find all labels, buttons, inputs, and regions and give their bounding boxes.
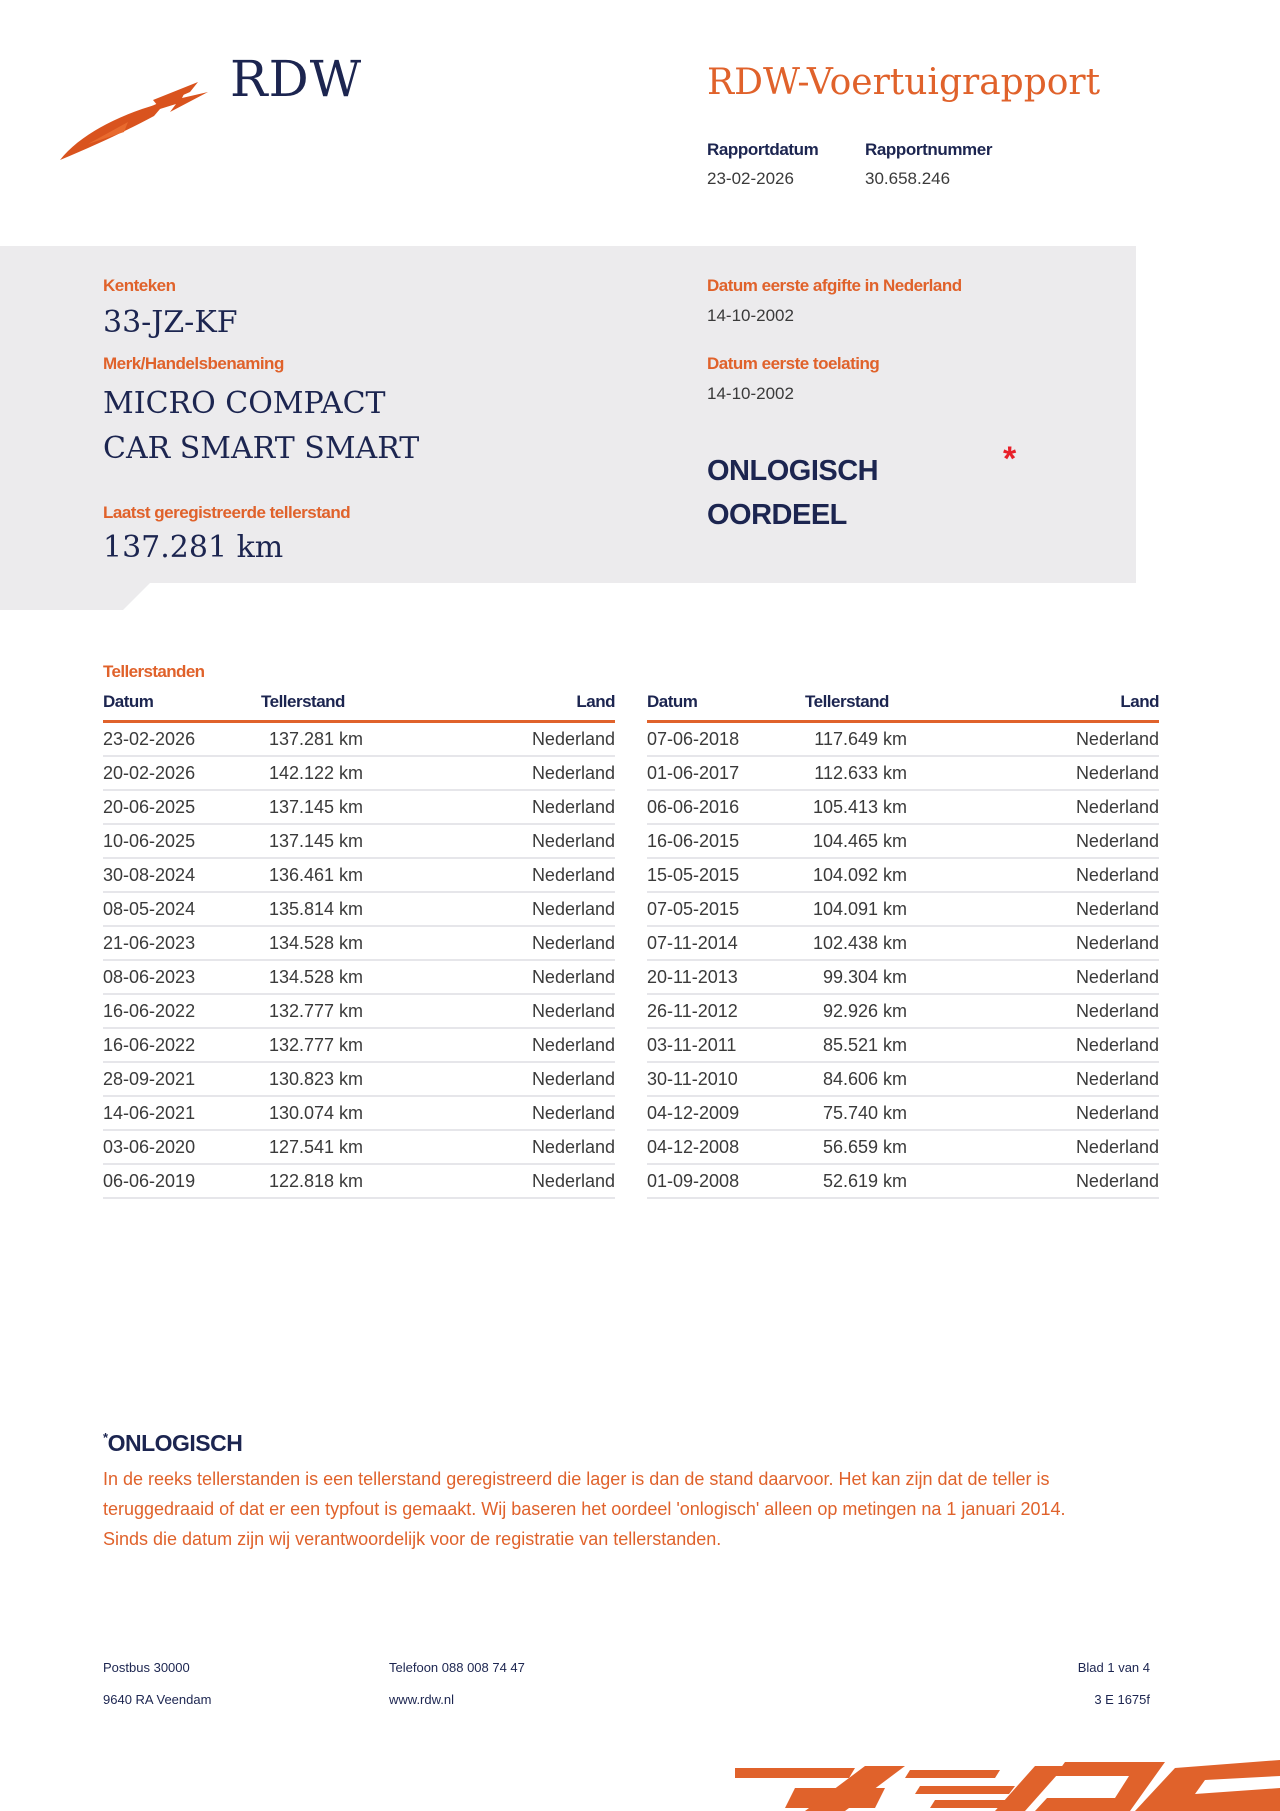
reading-date: 16-06-2015 bbox=[647, 824, 805, 858]
note-text: In de reeks tellerstanden is een tellerstand geregistreerd die lager is dan de stand daarvoor. Het kan zijn dat de teller is teruggedraaid of dat er een typfout is gemaakt. Wij baseren het oordeel 'onlogisch' alleen op metingen na 1 januari 2014. Sinds die datum zijn wij verantwoordelijk voor de registratie van tellerstanden. bbox=[103, 1469, 1066, 1549]
table-row bbox=[647, 926, 1159, 960]
col-odometer-header: Tellerstand bbox=[261, 692, 363, 722]
reading-date: 23-02-2026 bbox=[103, 722, 261, 757]
first-admission-value: 14-10-2002 bbox=[707, 384, 794, 403]
reading-country: Nederland bbox=[363, 1096, 615, 1130]
reading-date: 10-06-2025 bbox=[103, 824, 261, 858]
reading-date: 03-06-2020 bbox=[103, 1130, 261, 1164]
table-row bbox=[647, 756, 1159, 790]
readings-table-left bbox=[103, 692, 615, 1199]
reading-country: Nederland bbox=[907, 926, 1159, 960]
reading-country: Nederland bbox=[363, 892, 615, 926]
table-row bbox=[647, 1028, 1159, 1062]
odometer-value: 137.281 km bbox=[103, 530, 284, 565]
report-number-value: 30.658.246 bbox=[865, 169, 951, 188]
reading-odometer: 136.461 km bbox=[261, 858, 363, 892]
readings-title: Tellerstanden bbox=[103, 662, 205, 681]
table-row bbox=[103, 824, 615, 858]
table-row bbox=[103, 926, 615, 960]
reading-country: Nederland bbox=[907, 1164, 1159, 1198]
reading-odometer: 85.521 km bbox=[805, 1028, 907, 1062]
reading-country: Nederland bbox=[907, 756, 1159, 790]
reading-country: Nederland bbox=[907, 994, 1159, 1028]
reading-odometer: 92.926 km bbox=[805, 994, 907, 1028]
col-date-header: Datum bbox=[647, 692, 805, 722]
reading-odometer: 142.122 km bbox=[261, 756, 363, 790]
make-line-1: MICRO COMPACT bbox=[103, 386, 386, 421]
reading-odometer: 56.659 km bbox=[805, 1130, 907, 1164]
reading-country: Nederland bbox=[363, 756, 615, 790]
reading-date: 07-11-2014 bbox=[647, 926, 805, 960]
verdict-marker: * bbox=[1003, 440, 1017, 478]
table-row bbox=[647, 722, 1159, 757]
plate-label: Kenteken bbox=[103, 276, 176, 295]
reading-country: Nederland bbox=[363, 994, 615, 1028]
table-row bbox=[647, 790, 1159, 824]
table-row bbox=[103, 1130, 615, 1164]
reading-country: Nederland bbox=[363, 722, 615, 757]
panel-tail bbox=[0, 583, 150, 610]
report-number-label: Rapportnummer bbox=[865, 140, 993, 159]
reading-date: 04-12-2008 bbox=[647, 1130, 805, 1164]
table-row bbox=[103, 1028, 615, 1062]
footer-code: 3 E 1675f bbox=[1094, 1692, 1150, 1707]
reading-date: 28-09-2021 bbox=[103, 1062, 261, 1096]
reading-country: Nederland bbox=[363, 1062, 615, 1096]
reading-date: 07-05-2015 bbox=[647, 892, 805, 926]
table-row bbox=[647, 1130, 1159, 1164]
reading-odometer: 105.413 km bbox=[805, 790, 907, 824]
reading-date: 30-08-2024 bbox=[103, 858, 261, 892]
first-nl-value: 14-10-2002 bbox=[707, 306, 794, 325]
reading-country: Nederland bbox=[363, 960, 615, 994]
reading-odometer: 132.777 km bbox=[261, 1028, 363, 1062]
reading-country: Nederland bbox=[363, 1164, 615, 1198]
reading-country: Nederland bbox=[363, 1028, 615, 1062]
report-date-value: 23-02-2026 bbox=[707, 169, 794, 188]
reading-odometer: 102.438 km bbox=[805, 926, 907, 960]
table-row bbox=[647, 1096, 1159, 1130]
footer-address: 9640 RA Veendam bbox=[103, 1692, 212, 1707]
reading-odometer: 117.649 km bbox=[805, 722, 907, 757]
reading-country: Nederland bbox=[907, 824, 1159, 858]
table-row bbox=[647, 1164, 1159, 1198]
footer-phone: Telefoon 088 008 74 47 bbox=[389, 1660, 525, 1675]
reading-date: 04-12-2009 bbox=[647, 1096, 805, 1130]
reading-odometer: 104.091 km bbox=[805, 892, 907, 926]
note-title-text: ONLOGISCH bbox=[107, 1430, 243, 1456]
verdict bbox=[707, 449, 878, 537]
reading-country: Nederland bbox=[363, 858, 615, 892]
table-row bbox=[647, 1062, 1159, 1096]
note-star: * bbox=[103, 1430, 108, 1445]
reading-odometer: 137.145 km bbox=[261, 824, 363, 858]
reading-odometer: 132.777 km bbox=[261, 994, 363, 1028]
footer-website: www.rdw.nl bbox=[389, 1692, 455, 1707]
reading-odometer: 99.304 km bbox=[805, 960, 907, 994]
make-line-2: CAR SMART SMART bbox=[103, 431, 420, 466]
table-row bbox=[103, 790, 615, 824]
reading-date: 26-11-2012 bbox=[647, 994, 805, 1028]
verdict-line-1: ONLOGISCH bbox=[707, 455, 879, 487]
readings-table-right bbox=[647, 692, 1159, 1199]
reading-odometer: 104.092 km bbox=[805, 858, 907, 892]
reading-odometer: 75.740 km bbox=[805, 1096, 907, 1130]
reading-country: Nederland bbox=[907, 722, 1159, 757]
first-admission-label: Datum eerste toelating bbox=[707, 354, 880, 373]
reading-odometer: 137.281 km bbox=[261, 722, 363, 757]
report-date-label: Rapportdatum bbox=[707, 140, 819, 159]
make-label: Merk/Handelsbenaming bbox=[103, 354, 284, 373]
col-country-header: Land bbox=[363, 692, 615, 722]
reading-date: 07-06-2018 bbox=[647, 722, 805, 757]
table-row bbox=[103, 960, 615, 994]
reading-odometer: 134.528 km bbox=[261, 926, 363, 960]
reading-date: 16-06-2022 bbox=[103, 994, 261, 1028]
col-country-header: Land bbox=[907, 692, 1159, 722]
odometer-label: Laatst geregistreerde tellerstand bbox=[103, 503, 351, 522]
table-row bbox=[647, 858, 1159, 892]
reading-country: Nederland bbox=[907, 892, 1159, 926]
reading-date: 06-06-2019 bbox=[103, 1164, 261, 1198]
reading-date: 16-06-2022 bbox=[103, 1028, 261, 1062]
table-row bbox=[103, 756, 615, 790]
col-date-header: Datum bbox=[103, 692, 261, 722]
reading-odometer: 134.528 km bbox=[261, 960, 363, 994]
rdw-logo-icon bbox=[58, 82, 210, 162]
reading-country: Nederland bbox=[907, 1062, 1159, 1096]
note-title bbox=[103, 1430, 242, 1457]
reading-date: 01-09-2008 bbox=[647, 1164, 805, 1198]
reading-country: Nederland bbox=[363, 824, 615, 858]
reading-odometer: 137.145 km bbox=[261, 790, 363, 824]
reading-odometer: 130.823 km bbox=[261, 1062, 363, 1096]
first-nl-label: Datum eerste afgifte in Nederland bbox=[707, 276, 962, 295]
table-row bbox=[103, 858, 615, 892]
reading-date: 20-02-2026 bbox=[103, 756, 261, 790]
reading-odometer: 130.074 km bbox=[261, 1096, 363, 1130]
reading-date: 03-11-2011 bbox=[647, 1028, 805, 1062]
reading-country: Nederland bbox=[907, 790, 1159, 824]
reading-country: Nederland bbox=[363, 1130, 615, 1164]
reading-country: Nederland bbox=[907, 1028, 1159, 1062]
reading-date: 08-05-2024 bbox=[103, 892, 261, 926]
reading-country: Nederland bbox=[907, 1096, 1159, 1130]
logo-text: RDW bbox=[230, 50, 363, 108]
reading-date: 30-11-2010 bbox=[647, 1062, 805, 1096]
table-row bbox=[647, 824, 1159, 858]
reading-country: Nederland bbox=[363, 790, 615, 824]
report-title: RDW-Voertuigrapport bbox=[707, 62, 1101, 103]
reading-date: 08-06-2023 bbox=[103, 960, 261, 994]
table-row bbox=[103, 1062, 615, 1096]
reading-odometer: 104.465 km bbox=[805, 824, 907, 858]
table-row bbox=[103, 1164, 615, 1198]
reading-odometer: 112.633 km bbox=[805, 756, 907, 790]
reading-country: Nederland bbox=[907, 858, 1159, 892]
decorative-stripes-icon bbox=[735, 1758, 1280, 1811]
table-row bbox=[647, 994, 1159, 1028]
table-row bbox=[103, 1096, 615, 1130]
plate-value: 33-JZ-KF bbox=[103, 305, 238, 340]
table-row bbox=[103, 994, 615, 1028]
table-row bbox=[647, 892, 1159, 926]
verdict-line-2: OORDEEL bbox=[707, 499, 847, 531]
reading-date: 06-06-2016 bbox=[647, 790, 805, 824]
reading-date: 01-06-2017 bbox=[647, 756, 805, 790]
reading-date: 14-06-2021 bbox=[103, 1096, 261, 1130]
reading-odometer: 122.818 km bbox=[261, 1164, 363, 1198]
reading-odometer: 127.541 km bbox=[261, 1130, 363, 1164]
footer-page: Blad 1 van 4 bbox=[1077, 1660, 1150, 1675]
footer-postbus: Postbus 30000 bbox=[103, 1660, 190, 1675]
reading-country: Nederland bbox=[907, 1130, 1159, 1164]
reading-odometer: 135.814 km bbox=[261, 892, 363, 926]
reading-date: 21-06-2023 bbox=[103, 926, 261, 960]
col-odometer-header: Tellerstand bbox=[805, 692, 907, 722]
table-header-row bbox=[103, 692, 615, 722]
table-row bbox=[103, 722, 615, 757]
reading-date: 20-11-2013 bbox=[647, 960, 805, 994]
reading-country: Nederland bbox=[363, 926, 615, 960]
reading-country: Nederland bbox=[907, 960, 1159, 994]
reading-date: 20-06-2025 bbox=[103, 790, 261, 824]
table-row bbox=[647, 960, 1159, 994]
reading-odometer: 84.606 km bbox=[805, 1062, 907, 1096]
table-row bbox=[103, 892, 615, 926]
reading-date: 15-05-2015 bbox=[647, 858, 805, 892]
table-header-row bbox=[647, 692, 1159, 722]
reading-odometer: 52.619 km bbox=[805, 1164, 907, 1198]
